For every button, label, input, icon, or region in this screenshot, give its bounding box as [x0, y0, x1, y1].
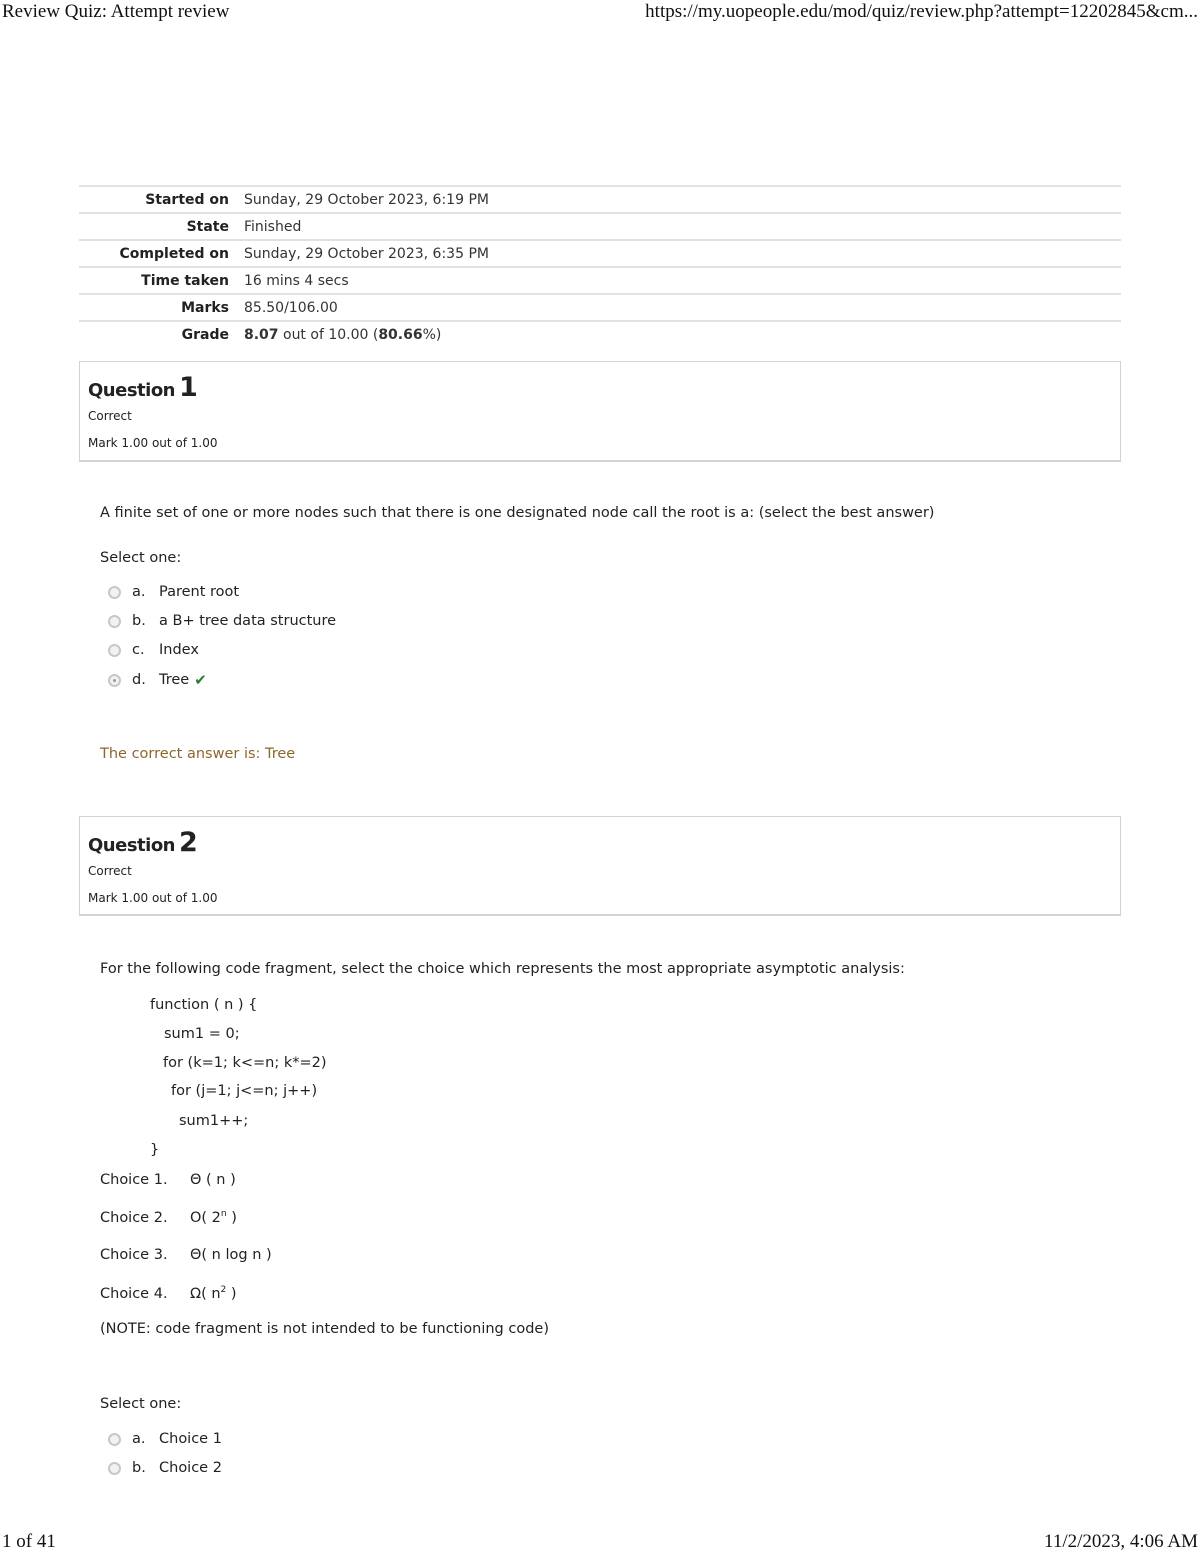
option-letter: a.: [132, 1431, 146, 1447]
question-state: Correct: [88, 409, 132, 423]
question-number: 1: [179, 372, 198, 403]
question-1-option-b[interactable]: [108, 611, 336, 631]
grade-percent: 80.66: [378, 326, 423, 343]
choice-label: Choice 1.: [100, 1172, 168, 1188]
print-header-url: https://my.uopeople.edu/mod/quiz/review.php?attempt=12202845&cm...: [645, 1, 1198, 22]
radio-icon[interactable]: [108, 615, 121, 628]
option-letter: d.: [132, 672, 146, 688]
choice-superscript: n: [220, 1209, 227, 1219]
option-text: Parent root: [159, 584, 240, 600]
option-letter: b.: [132, 613, 146, 629]
question-2-prompt: Select one:: [100, 1396, 182, 1412]
question-2-text: For the following code fragment, select the choice which represents the most appropriate asymptotic analysis:: [100, 961, 905, 977]
grade-out-of: out of 10.00 (: [278, 326, 379, 343]
print-footer-datetime: 11/2/2023, 4:06 AM: [1044, 1531, 1198, 1552]
question-1-option-c[interactable]: [108, 640, 199, 660]
choice-label: Choice 3.: [100, 1247, 168, 1263]
choice-tail: ): [226, 1285, 237, 1302]
question-grade: Mark 1.00 out of 1.00: [88, 891, 218, 905]
summary-value: Sunday, 29 October 2023, 6:19 PM: [244, 191, 489, 208]
question-state: Correct: [88, 864, 132, 878]
radio-icon[interactable]: [108, 1462, 121, 1475]
question-number: 2: [179, 827, 198, 858]
option-text: Index: [159, 642, 199, 658]
summary-label: Grade: [181, 326, 229, 343]
summary-row-started-on: [79, 187, 1121, 214]
question-2-note: (NOTE: code fragment is not intended to be functioning code): [100, 1321, 549, 1337]
option-letter: a.: [132, 584, 146, 600]
code-line: sum1 = 0;: [164, 1026, 240, 1042]
question-title-word: Question: [88, 380, 175, 401]
grade-percent-suffix: %): [422, 326, 442, 343]
choice-2: [100, 1209, 237, 1226]
choice-tail: ): [226, 1209, 237, 1226]
question-grade: Mark 1.00 out of 1.00: [88, 436, 218, 450]
question-1-text: A finite set of one or more nodes such that there is one designated node call the root is a: (select the best answer): [100, 505, 935, 521]
option-text: Tree: [159, 672, 190, 688]
question-title: [88, 827, 197, 858]
summary-value: Sunday, 29 October 2023, 6:35 PM: [244, 245, 489, 262]
attempt-summary-table: [79, 185, 1121, 347]
summary-label: Time taken: [141, 272, 229, 289]
summary-label: State: [186, 218, 229, 235]
choice-value: Θ ( n ): [190, 1172, 236, 1188]
radio-icon[interactable]: [108, 1433, 121, 1446]
choice-value: Θ( n log n ): [190, 1247, 272, 1263]
radio-icon[interactable]: [108, 644, 121, 657]
check-icon: ✔: [194, 671, 207, 689]
question-title: [88, 372, 197, 403]
question-1-option-d[interactable]: [108, 670, 207, 690]
question-1-info: [79, 361, 1121, 462]
option-text: a B+ tree data structure: [159, 613, 337, 629]
summary-value: Finished: [244, 218, 302, 235]
summary-label: Completed on: [119, 245, 229, 262]
summary-row-state: [79, 214, 1121, 241]
question-2-option-b[interactable]: [108, 1458, 222, 1478]
radio-icon[interactable]: [108, 586, 121, 599]
option-text: Choice 1: [159, 1431, 222, 1447]
print-footer-page: 1 of 41: [2, 1531, 56, 1552]
choice-4: [100, 1285, 237, 1302]
choice-superscript: 2: [220, 1285, 227, 1295]
choice-1: [100, 1172, 236, 1188]
summary-label: Started on: [145, 191, 229, 208]
question-1-right-answer: The correct answer is: Tree: [100, 746, 296, 762]
option-letter: b.: [132, 1460, 146, 1476]
grade-score: 8.07: [244, 326, 279, 343]
summary-row-completed-on: [79, 241, 1121, 268]
summary-value: 85.50/106.00: [244, 299, 338, 316]
question-title-word: Question: [88, 835, 175, 856]
choice-label: Choice 2.: [100, 1209, 168, 1226]
question-2-option-a[interactable]: [108, 1429, 222, 1449]
code-line: for (j=1; j<=n; j++): [171, 1083, 318, 1099]
choice-value: O( 2: [190, 1209, 221, 1226]
code-line: sum1++;: [179, 1113, 249, 1129]
question-1-prompt: Select one:: [100, 550, 182, 566]
code-line: function ( n ) {: [150, 997, 258, 1013]
choice-3: [100, 1247, 272, 1263]
option-text: Choice 2: [159, 1460, 222, 1476]
summary-row-grade: [79, 322, 1121, 347]
summary-value-grade: [229, 327, 441, 343]
radio-selected-icon[interactable]: [108, 674, 121, 687]
option-letter: c.: [132, 642, 145, 658]
summary-value: 16 mins 4 secs: [244, 272, 349, 289]
summary-label: Marks: [181, 299, 229, 316]
choice-label: Choice 4.: [100, 1285, 168, 1302]
question-2-info: [79, 816, 1121, 916]
choice-value: Ω( n: [190, 1285, 221, 1302]
print-header-title: Review Quiz: Attempt review: [2, 1, 230, 22]
question-1-option-a[interactable]: [108, 582, 239, 602]
code-line: }: [150, 1142, 160, 1158]
code-line: for (k=1; k<=n; k*=2): [163, 1055, 327, 1071]
summary-row-marks: [79, 295, 1121, 322]
summary-row-time-taken: [79, 268, 1121, 295]
